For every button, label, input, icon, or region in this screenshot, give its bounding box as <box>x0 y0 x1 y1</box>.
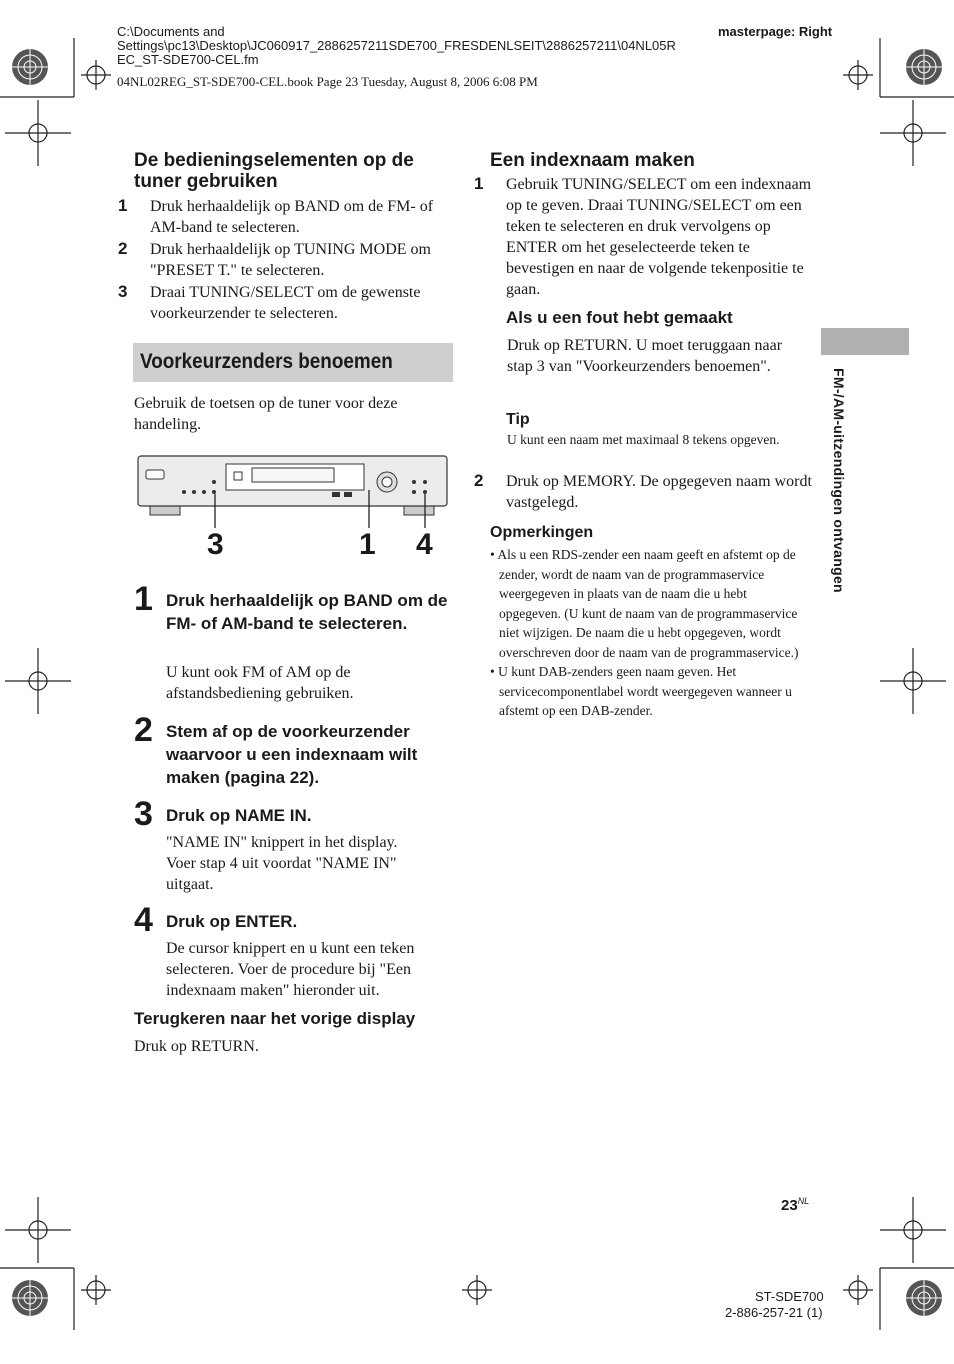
crosshair-left-bottom-icon <box>5 1197 71 1263</box>
crosshair-right-bottom-icon <box>880 1197 946 1263</box>
step-title: Stem af op de voorkeurzender waarvoor u een indexnaam wilt maken (pagina 22). <box>166 722 418 787</box>
side-tab-marker <box>821 328 909 355</box>
notes-heading: Opmerkingen <box>490 524 594 541</box>
step-number: 2 <box>134 711 153 749</box>
notes-list <box>490 545 810 721</box>
section-banner <box>133 343 453 382</box>
part-code: 2-886-257-21 (1) <box>725 1305 823 1320</box>
tuner-steps-list <box>118 195 454 324</box>
callout-3: 3 <box>207 528 224 561</box>
step-title: Druk op NAME IN. <box>166 806 312 825</box>
crosshair-left-mid-icon <box>5 648 71 714</box>
list-item: 2 Druk herhaaldelijk op TUNING MODE om "PRESET T." te selecteren. <box>118 239 431 279</box>
crosshair-right-top-icon <box>880 100 946 166</box>
crosshair-br-icon <box>843 1275 873 1305</box>
rosette-bl-icon <box>12 1280 48 1316</box>
step-title: Druk herhaaldelijk op BAND om de FM- of AM-band te selecteren. <box>166 591 448 633</box>
callout-1: 1 <box>359 528 376 561</box>
file-path-line-3: EC_ST-SDE700-CEL.fm <box>117 52 259 67</box>
list-item: • U kunt DAB-zenders geen naam geven. Het servicecomponentlabel wordt weergegeven wanneer u afstemt op een DAB-zender. <box>490 664 792 718</box>
crosshair-right-mid-icon <box>880 648 946 714</box>
section-title: Voorkeurzenders benoemen <box>140 350 393 373</box>
index-name-heading: Een indexnaam maken <box>490 150 695 171</box>
model-label: ST-SDE700 <box>755 1289 824 1304</box>
tip-text: U kunt een naam met maximaal 8 tekens opgeven. <box>507 432 780 447</box>
intro-text: Gebruik de toetsen op de tuner voor deze handeling. <box>134 395 398 433</box>
file-path-line-2: Settings\pc13\Desktop\JC060917_2886257211SDE700_FRESDENLSEIT\2886257211\04NL05R <box>117 38 676 53</box>
tuner-front-panel-illustration <box>134 452 454 562</box>
file-path <box>117 25 717 67</box>
step-number: 3 <box>134 795 153 833</box>
mistake-heading: Als u een fout hebt gemaakt <box>506 308 733 327</box>
book-line: 04NL02REG_ST-SDE700-CEL.book Page 23 Tuesday, August 8, 2006 6:08 PM <box>117 74 538 89</box>
page-number: $23^{NL}$ <box>781 1196 810 1214</box>
crosshair-left-top-icon <box>5 100 71 166</box>
step-title: Druk op ENTER. <box>166 912 298 931</box>
step-number: 4 <box>134 901 153 939</box>
crosshair-tl-icon <box>81 60 111 90</box>
step-body: U kunt ook FM of AM op de afstandsbediening gebruiken. <box>166 664 354 702</box>
file-path-line-1: C:\Documents and <box>117 24 225 39</box>
step-body: "NAME IN" knippert in het display. Voer stap 4 uit voordat "NAME IN" uitgaat. <box>166 834 398 893</box>
rosette-tr-icon <box>906 49 942 85</box>
step-number: 1 <box>134 580 153 618</box>
tuner-controls-heading: De bedieningselementen op de tuner gebruiken <box>134 150 414 192</box>
list-item: 3 Draai TUNING/SELECT om de gewenste voorkeurzender te selecteren. <box>118 282 421 322</box>
crosshair-bl-icon <box>81 1275 111 1305</box>
index-step-1: 1 Gebruik TUNING/SELECT om een indexnaam op te geven. Draai TUNING/SELECT om een teken te selecteren en druk vervolgens op ENTER om het geselecteerde teken te bevestigen en naar de volgende tekenpositie te gaan. <box>474 174 812 298</box>
crosshair-bm-icon <box>462 1275 492 1305</box>
mistake-text: Druk op RETURN. U moet teruggaan naar stap 3 van "Voorkeurzenders benoemen". <box>507 337 783 375</box>
list-item: 1 Druk herhaaldelijk op BAND om de FM- of AM-band te selecteren. <box>118 196 434 236</box>
return-heading: Terugkeren naar het vorige display <box>134 1009 416 1028</box>
rosette-br-icon <box>906 1280 942 1316</box>
masterpage-label: masterpage: Right <box>718 24 833 39</box>
rosette-tl-icon <box>12 49 48 85</box>
return-text: Druk op RETURN. <box>134 1038 259 1055</box>
index-step-2: 2 Druk op MEMORY. De opgegeven naam wordt vastgelegd. <box>474 471 812 511</box>
tip-heading: Tip <box>506 411 530 428</box>
step-body: De cursor knippert en u kunt een teken selecteren. Voer de procedure bij "Een indexnaam maken" hieronder uit. <box>166 940 415 999</box>
crosshair-tr-icon <box>843 60 873 90</box>
callout-4: 4 <box>416 528 433 561</box>
list-item: • Als u een RDS-zender een naam geeft en afstemt op de zender, wordt de naam van de programmaservice weergegeven in plaats van de naam die u hebt opgegeven. (U kunt de naam van de programmaservice niet wijzigen. De naam die u hebt opgegeven, wordt overschreven door de naam van de programmaservice.) <box>490 547 799 660</box>
side-tab-label: FM-/AM-uitzendingen ontvangen <box>831 368 847 593</box>
